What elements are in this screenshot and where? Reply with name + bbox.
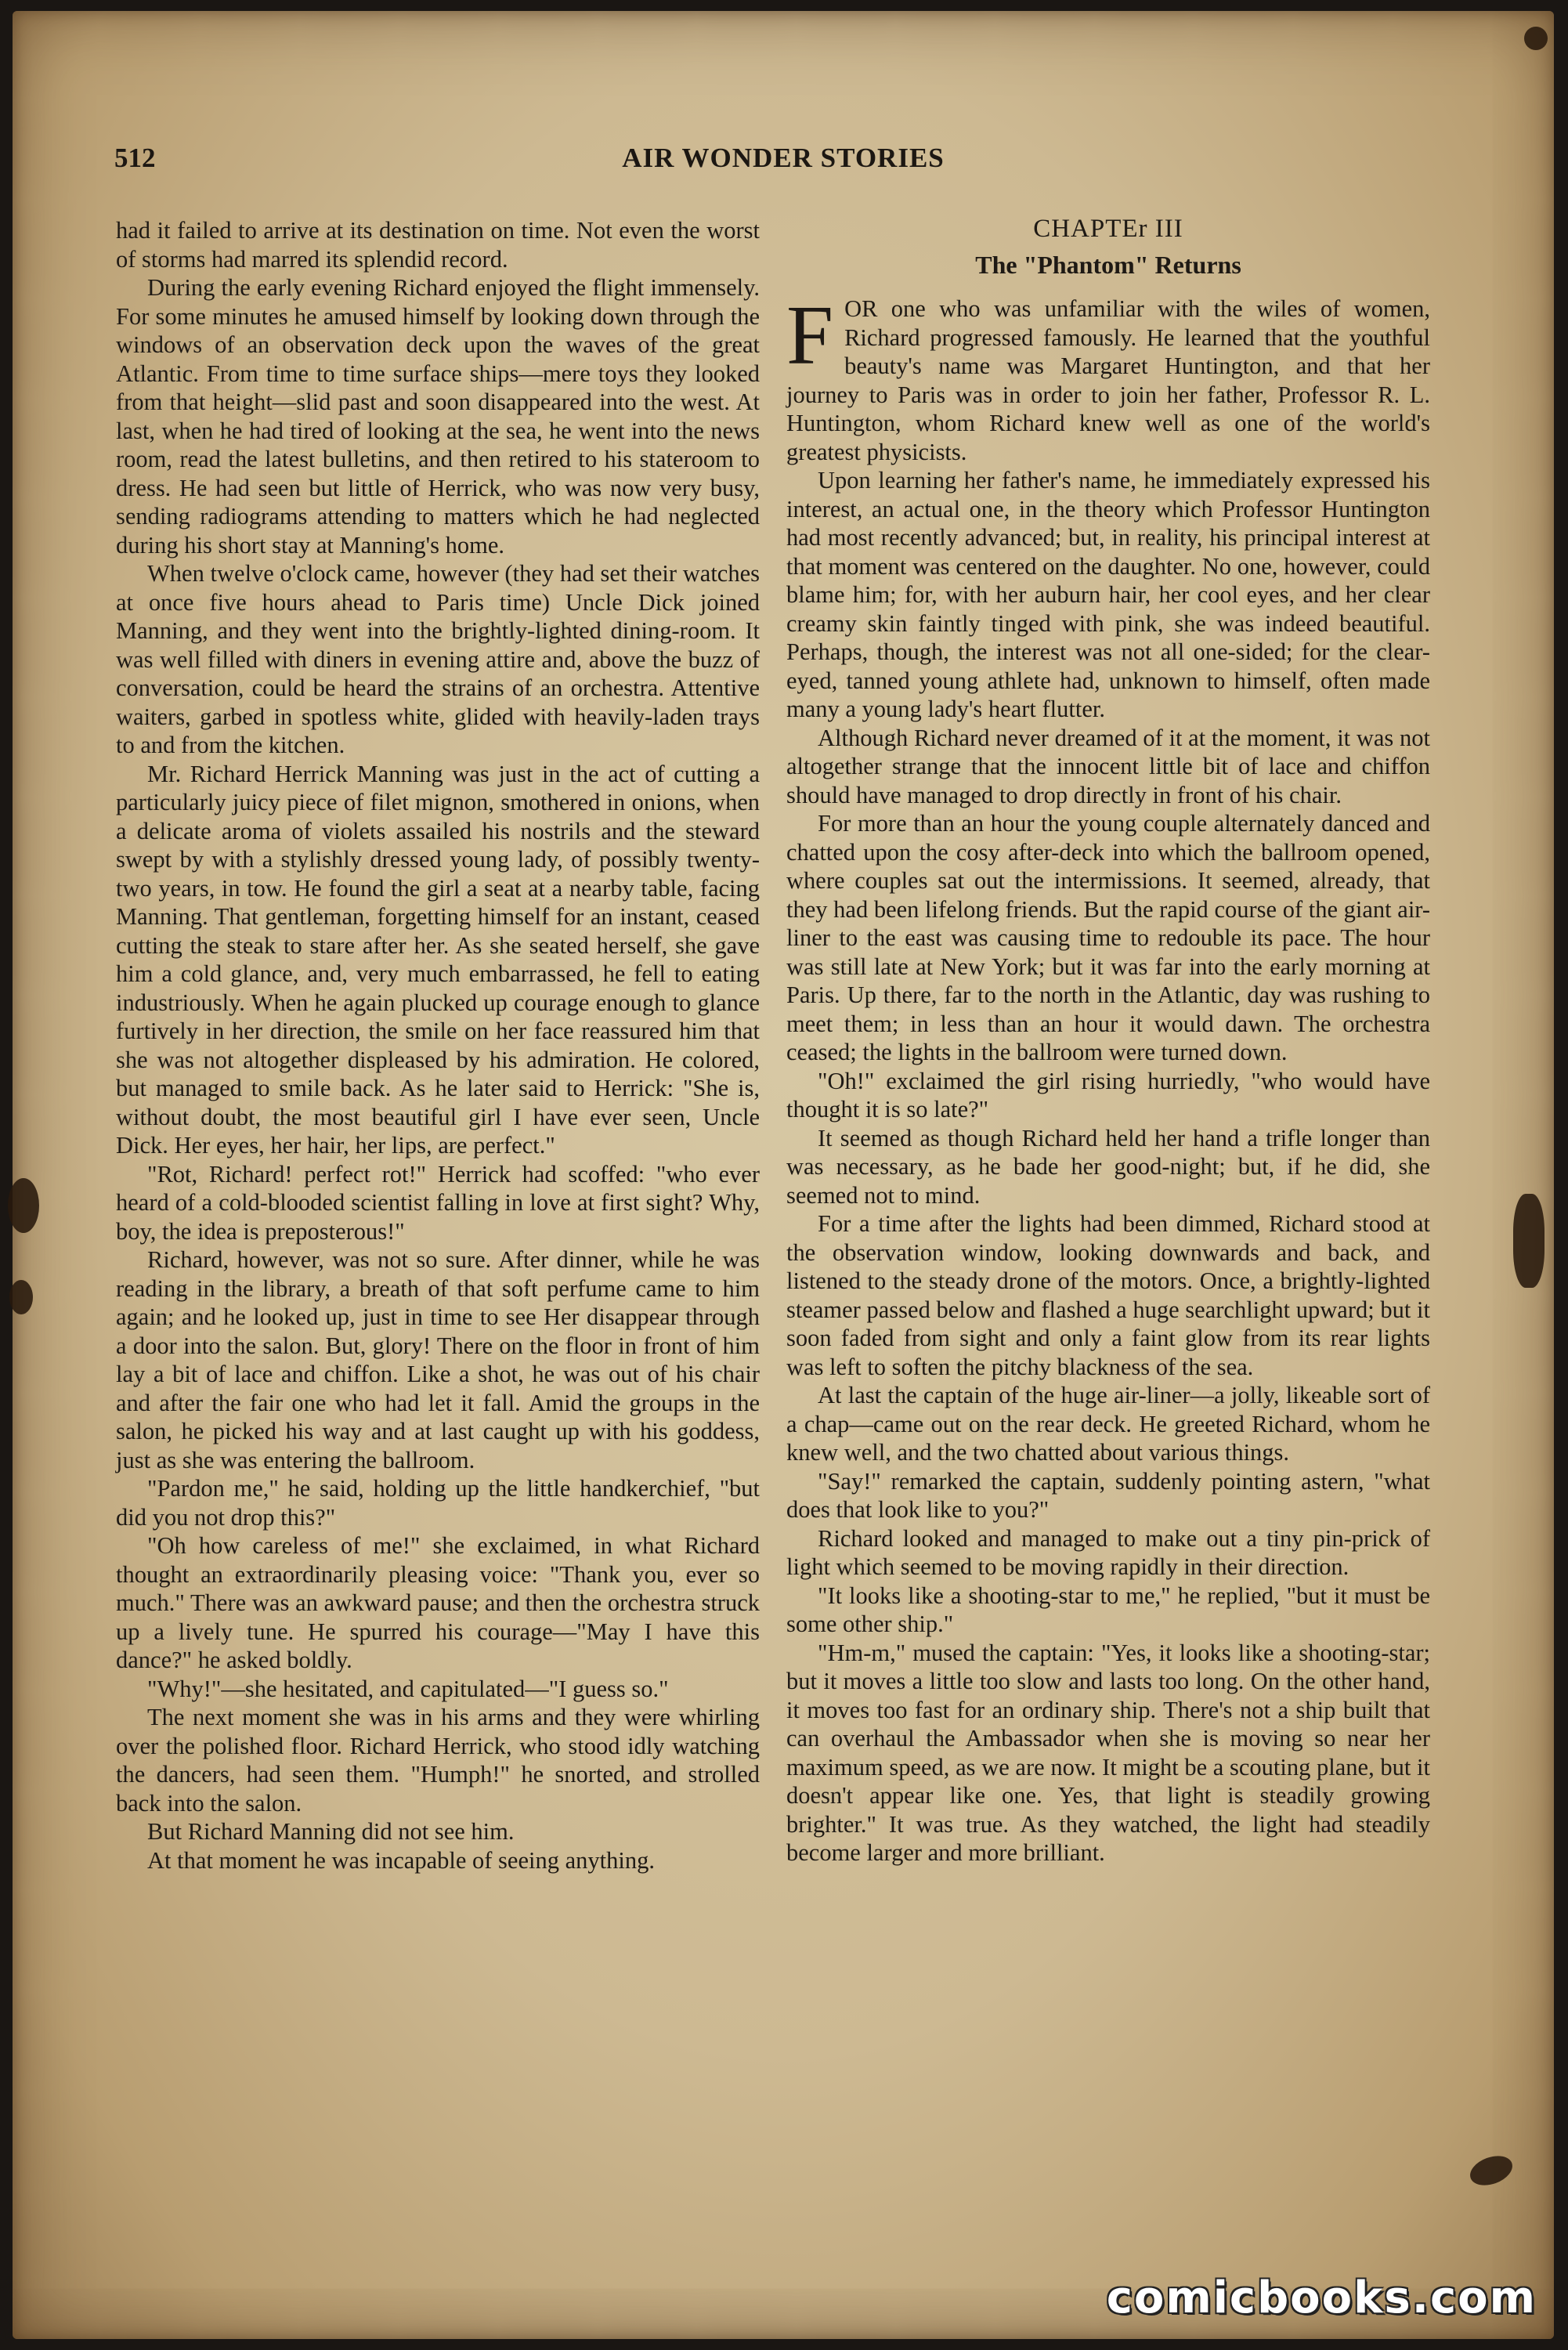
running-title: AIR WONDER STORIES bbox=[622, 143, 945, 173]
paragraph: At that moment he was incapable of seeing anything. bbox=[147, 1846, 655, 1874]
drop-cap: F bbox=[786, 289, 834, 382]
magazine-page bbox=[13, 11, 1554, 2339]
first-paragraph bbox=[786, 289, 1430, 466]
paragraph: Upon learning her father's name, he immediately expressed his interest, an actual one, in the theory which Professor Huntington had most recently advanced; but, in reality, his principal interest at that moment was centered on the daughter. No one, however, could blame him; for, with her auburn hair, her cool eyes, and her clear creamy skin faintly tinged with pink, she was indeed beautiful. Perhaps, though, the interest was not all one-sided; for the clear-eyed, tanned young athlete had, unknown to himself, often made many a young lady's heart flutter. bbox=[786, 467, 1430, 722]
paragraph: At last the captain of the huge air-liner—a jolly, likeable sort of a chap—came out on the rear deck. He greeted Richard, whom he knew well, and the two chatted about various things. bbox=[786, 1382, 1430, 1466]
paragraph: "Rot, Richard! perfect rot!" Herrick had scoffed: "who ever heard of a cold-blooded scientist falling in love at first sight? Why, boy, the idea is preposterous!" bbox=[116, 1160, 760, 1245]
page-number: 512 bbox=[114, 143, 156, 173]
chapter-heading: CHAPTEr III bbox=[1033, 215, 1183, 243]
paragraph: During the early evening Richard enjoyed the flight immensely. For some minutes he amused himself by looking down through the windows of an observation deck upon the waves of the great Atlantic. From time to time surface ships—mere toys they looked from that height—slid past and soon disappeared into the west. At last, when he had tired of looking at the sea, he went into the news room, read the latest bulletins, and then retired to his stateroom to dress. He had seen but little of Herrick, who was now very busy, sending radiograms attending to matters which he had neglected during his short stay at Manning's home. bbox=[116, 274, 760, 559]
left-column bbox=[116, 216, 760, 1875]
edge-damage bbox=[8, 1178, 39, 1233]
paragraph: Mr. Richard Herrick Manning was just in the act of cutting a particularly juicy piece of filet mignon, smothered in onions, when a delicate aroma of violets assailed his nostrils and the steward swept by with a stylishly dressed young lady, of possibly twenty-two years, in tow. He found the girl a seat at a nearby table, facing Manning. That gentleman, forgetting himself for an instant, ceased cutting the steak to stare after her. As she seated herself, she gave him a cold glance, and, very much embarrassed, he fell to eating industriously. When he again plucked up courage enough to glance furtively in her direction, the smile on her face reassured him that she was not altogether displeased by his admiration. He colored, but managed to smile back. As he later said to Herrick: "She is, without doubt, the most beautiful girl I have ever seen, Uncle Dick. Her eyes, her hair, her lips, are perfect." bbox=[116, 760, 760, 1159]
paragraph: For more than an hour the young couple alternately danced and chatted upon the cosy after-deck into which the ballroom opened, where couples sat out the intermissions. It seemed, already, that they had been lifelong friends. But the rapid course of the giant air-liner to the east was causing time to redouble its pace. The hour was still late at New York; but it was far into the early morning at Paris. Up there, far to the north in the Atlantic, day was rushing to meet them; in less than an hour it would dawn. The orchestra ceased; the lights in the ballroom were turned down. bbox=[786, 810, 1430, 1065]
edge-damage bbox=[1524, 27, 1548, 50]
paragraph: Richard looked and managed to make out a tiny pin-prick of light which seemed to be moving rapidly in their direction. bbox=[786, 1524, 1430, 1580]
paragraph: For a time after the lights had been dimmed, Richard stood at the observation window, looking downwards and back, and listened to the steady drone of the motors. Once, a brightly-lighted steamer passed below and flashed a huge searchlight upward; but it soon faded from sight and only a faint glow from its rear lights was left to soften the pitchy blackness of the sea. bbox=[786, 1210, 1430, 1380]
paragraph: "It looks like a shooting-star to me," he replied, "but it must be some other ship." bbox=[786, 1582, 1430, 1637]
edge-damage bbox=[9, 1280, 33, 1314]
paragraph: "Hm-m," mused the captain: "Yes, it looks like a shooting-star; but it moves a little too slow and lasts too long. On the other hand, it moves too fast for an ordinary ship. There's not a ship built that can overhaul the Ambassador when she is moving so near her maximum speed, as we are now. It might be a scouting plane, but it doesn't appear like one. Yes, that light is steadily growing brighter." It was true. As they watched, the light had steadily become larger and more brilliant. bbox=[786, 1639, 1430, 1866]
paragraph: The next moment she was in his arms and they were whirling over the polished floor. Richard Herrick, who stood idly watching the dancers, had seen them. "Humph!" he snorted, and strolled back into the salon. bbox=[116, 1704, 760, 1817]
paragraph: Richard, however, was not so sure. After dinner, while he was reading in the library, a breath of that soft perfume came to him again; and he looked up, just in time to see Her disappear through a door into the salon. But, glory! There on the floor in front of him lay a bit of lace and chiffon. Like a shot, he was out of his chair and after the fair one who had let it fall. Amid the groups in the salon, he picked his way and at last caught up with his goddess, just as she was entering the ballroom. bbox=[116, 1246, 760, 1473]
watermark-logo: comicbooks.com bbox=[1106, 2272, 1537, 2323]
first-paragraph-text: OR one who was unfamiliar with the wiles of women, Richard progressed famously. He learned that the youthful beauty's name was Margaret Huntington, and that her journey to Paris was in order to join her father, Professor R. L. Huntington, whom Richard knew well as one of the world's greatest physicists. bbox=[786, 295, 1430, 465]
page-header bbox=[114, 143, 1452, 182]
edge-damage bbox=[1513, 1194, 1545, 1288]
paragraph: But Richard Manning did not see him. bbox=[147, 1818, 515, 1845]
paragraph: "Oh how careless of me!" she exclaimed, in what Richard thought an extraordinarily pleasing voice: "Thank you, ever so much." There was an awkward pause; and then the orchestra struck up a lively tune. He spurred his courage—"May I have this dance?" he asked boldly. bbox=[116, 1532, 760, 1673]
paragraph: When twelve o'clock came, however (they had set their watches at once five hours ahead to Paris time) Uncle Dick joined Manning, and they went into the brightly-lighted dining-room. It was well filled with diners in evening attire and, above the buzz of conversation, could be heard the strains of an orchestra. Attentive waiters, garbed in spotless white, glided with heavily-laden trays to and from the kitchen. bbox=[116, 560, 760, 758]
edge-damage bbox=[1466, 2150, 1516, 2190]
paragraph: "Oh!" exclaimed the girl rising hurriedly, "who would have thought it is so late?" bbox=[786, 1067, 1430, 1123]
paragraph: It seemed as though Richard held her hand a trifle longer than was necessary, as he bade her good-night; but, if he did, she seemed not to mind. bbox=[786, 1124, 1430, 1209]
paragraph: had it failed to arrive at its destination on time. Not even the worst of storms had marred its splendid record. bbox=[116, 217, 760, 273]
paragraph: "Why!"—she hesitated, and capitulated—"I guess so." bbox=[147, 1675, 669, 1702]
paragraph: Although Richard never dreamed of it at the moment, it was not altogether strange that the innocent little bit of lace and chiffon should have managed to drop directly in front of his chair. bbox=[786, 724, 1430, 808]
paragraph: "Say!" remarked the captain, suddenly pointing astern, "what does that look like to you?" bbox=[786, 1467, 1430, 1523]
paragraph: "Pardon me," he said, holding up the little handkerchief, "but did you not drop this?" bbox=[116, 1475, 760, 1531]
chapter-title: The "Phantom" Returns bbox=[975, 251, 1241, 279]
right-column bbox=[786, 213, 1430, 1867]
